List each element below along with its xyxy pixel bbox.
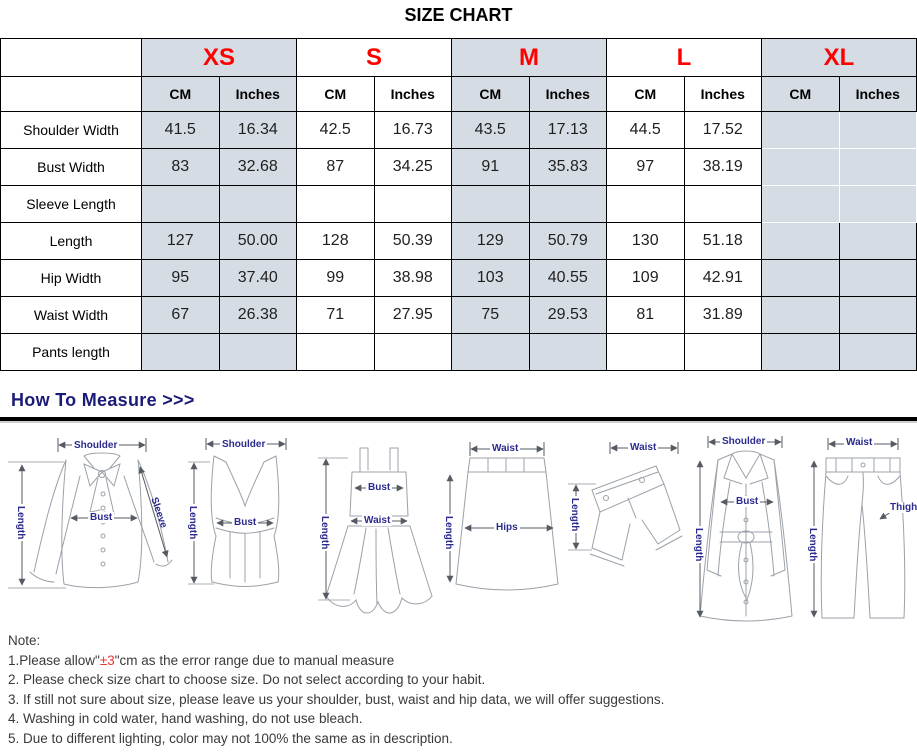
coat-drawing	[690, 432, 800, 630]
measure-label-shoulder: Shoulder	[74, 440, 118, 451]
cell: 50.00	[219, 223, 297, 260]
row-label: Length	[1, 223, 142, 260]
measure-label-waist: Waist	[630, 442, 657, 453]
unit-cell: Inches	[219, 77, 297, 112]
cell: 27.95	[374, 297, 452, 334]
table-row-bust-width	[1, 149, 917, 186]
figure-skirt	[444, 432, 562, 630]
cell	[684, 334, 762, 371]
unit-cell: CM	[607, 77, 685, 112]
cell: 87	[297, 149, 375, 186]
cell	[762, 223, 840, 260]
note-1-text: 1.Please allow"	[8, 652, 100, 668]
dress-drawing	[314, 432, 436, 630]
measure-label-bust: Bust	[90, 512, 113, 523]
note-line-4: 4. Washing in cold water, hand washing, do not use bleach.	[8, 711, 363, 727]
cell: 67	[142, 297, 220, 334]
figure-blouse	[6, 432, 178, 630]
cell	[839, 112, 917, 149]
row-label: Hip Width	[1, 260, 142, 297]
size-header-xs: XS	[142, 39, 297, 77]
cell: 99	[297, 260, 375, 297]
shorts-drawing	[566, 432, 682, 630]
cell	[762, 186, 840, 223]
size-header-xl: XL	[762, 39, 917, 77]
measure-label-length: Length	[187, 506, 198, 540]
cell	[219, 334, 297, 371]
measure-label-bust: Bust	[368, 482, 391, 493]
corner-cell	[1, 39, 142, 77]
table-row-shoulder-width	[1, 112, 917, 149]
cell	[839, 260, 917, 297]
size-chart-table	[0, 38, 917, 371]
cell	[839, 149, 917, 186]
cell: 109	[607, 260, 685, 297]
table-row-waist-width	[1, 297, 917, 334]
measure-label-bust: Bust	[234, 517, 257, 528]
cell	[219, 186, 297, 223]
measure-figures	[0, 432, 917, 630]
unit-cell: Inches	[374, 77, 452, 112]
cell	[839, 297, 917, 334]
unit-cell: Inches	[529, 77, 607, 112]
cell: 29.53	[529, 297, 607, 334]
cell	[297, 334, 375, 371]
row-label: Sleeve Length	[1, 186, 142, 223]
size-header-s: S	[297, 39, 452, 77]
note-1-text-cont: "cm as the error range due to manual measure	[114, 652, 395, 668]
measure-label-bust: Bust	[736, 496, 759, 507]
measure-label-sleeve: Sleeve	[148, 495, 169, 530]
cell: 44.5	[607, 112, 685, 149]
size-header-m: M	[452, 39, 607, 77]
cell: 42.5	[297, 112, 375, 149]
figure-dress	[314, 432, 436, 630]
cell: 50.79	[529, 223, 607, 260]
size-header-l: L	[607, 39, 762, 77]
measure-label-shoulder: Shoulder	[722, 436, 766, 447]
blouse-drawing	[6, 432, 178, 630]
note-line-2: 2. Please check size chart to choose size. Do not select according to your habit.	[8, 672, 486, 688]
cell: 34.25	[374, 149, 452, 186]
figure-pants	[806, 432, 917, 630]
unit-cell: CM	[297, 77, 375, 112]
unit-cell: CM	[142, 77, 220, 112]
cell: 103	[452, 260, 530, 297]
cell: 95	[142, 260, 220, 297]
row-label: Bust Width	[1, 149, 142, 186]
cell	[529, 334, 607, 371]
measure-label-shoulder: Shoulder	[222, 439, 266, 450]
cell: 32.68	[219, 149, 297, 186]
cell: 129	[452, 223, 530, 260]
figure-shorts	[566, 432, 682, 630]
cell: 51.18	[684, 223, 762, 260]
measure-label-length: Length	[443, 516, 454, 550]
measure-label-waist: Waist	[492, 443, 519, 454]
cell	[762, 334, 840, 371]
cell: 71	[297, 297, 375, 334]
cell	[374, 334, 452, 371]
cell: 16.34	[219, 112, 297, 149]
cell: 128	[297, 223, 375, 260]
cell: 35.83	[529, 149, 607, 186]
cell: 37.40	[219, 260, 297, 297]
cell: 38.19	[684, 149, 762, 186]
measure-label-length: Length	[693, 528, 704, 562]
cell: 40.55	[529, 260, 607, 297]
corner-cell	[1, 77, 142, 112]
cell	[839, 223, 917, 260]
row-label: Pants length	[1, 334, 142, 371]
cell	[839, 334, 917, 371]
section-divider	[0, 417, 917, 423]
measure-label-length: Length	[319, 516, 330, 550]
page-title: SIZE CHART	[404, 5, 513, 25]
row-label: Shoulder Width	[1, 112, 142, 149]
cell: 41.5	[142, 112, 220, 149]
cell: 17.13	[529, 112, 607, 149]
cell	[762, 112, 840, 149]
cell	[452, 334, 530, 371]
cell	[762, 260, 840, 297]
tank-top-drawing	[186, 432, 304, 630]
measure-label-length: Length	[15, 506, 26, 540]
cell: 127	[142, 223, 220, 260]
unit-cell: Inches	[684, 77, 762, 112]
cell	[374, 186, 452, 223]
row-label: Waist Width	[1, 297, 142, 334]
cell: 17.52	[684, 112, 762, 149]
cell	[607, 334, 685, 371]
cell: 42.91	[684, 260, 762, 297]
cell	[142, 334, 220, 371]
table-row-sleeve-length	[1, 186, 917, 223]
unit-cell: CM	[762, 77, 840, 112]
note-line-1	[8, 651, 913, 671]
cell	[684, 186, 762, 223]
cell: 50.39	[374, 223, 452, 260]
cell: 31.89	[684, 297, 762, 334]
cell: 97	[607, 149, 685, 186]
unit-cell: CM	[452, 77, 530, 112]
table-row-length	[1, 223, 917, 260]
measure-label-hips: Hips	[496, 522, 518, 533]
cell: 75	[452, 297, 530, 334]
cell	[762, 297, 840, 334]
cell: 83	[142, 149, 220, 186]
cell: 81	[607, 297, 685, 334]
figure-coat	[690, 432, 800, 630]
cell: 130	[607, 223, 685, 260]
cell	[607, 186, 685, 223]
cell	[452, 186, 530, 223]
unit-cell: Inches	[839, 77, 917, 112]
cell	[762, 149, 840, 186]
pants-drawing	[806, 432, 917, 630]
measure-label-waist: Waist	[846, 437, 873, 448]
cell	[529, 186, 607, 223]
measure-label-length: Length	[807, 528, 818, 562]
figure-tank-top	[186, 432, 304, 630]
cell	[142, 186, 220, 223]
cell: 26.38	[219, 297, 297, 334]
unit-header-row	[1, 77, 917, 112]
measure-label-length: Length	[569, 498, 580, 532]
note-1-tolerance: ±3	[99, 652, 115, 668]
cell: 91	[452, 149, 530, 186]
measure-label-thigh: Thigh	[888, 502, 917, 513]
cell	[297, 186, 375, 223]
measure-label-waist: Waist	[364, 515, 391, 526]
cell: 16.73	[374, 112, 452, 149]
note-line-3: 3. If still not sure about size, please leave us your shoulder, bust, waist and hip data, we will offer suggestions.	[8, 691, 665, 707]
cell	[839, 186, 917, 223]
table-row-hip-width	[1, 260, 917, 297]
how-to-measure-heading: How To Measure >>>	[11, 390, 195, 410]
cell: 43.5	[452, 112, 530, 149]
notes-section	[8, 631, 913, 749]
size-header-row	[1, 39, 917, 77]
note-line-5: 5. Due to different lighting, color may not 100% the same as in description.	[8, 730, 453, 746]
notes-heading: Note:	[8, 633, 41, 648]
table-row-pants-length	[1, 334, 917, 371]
cell: 38.98	[374, 260, 452, 297]
